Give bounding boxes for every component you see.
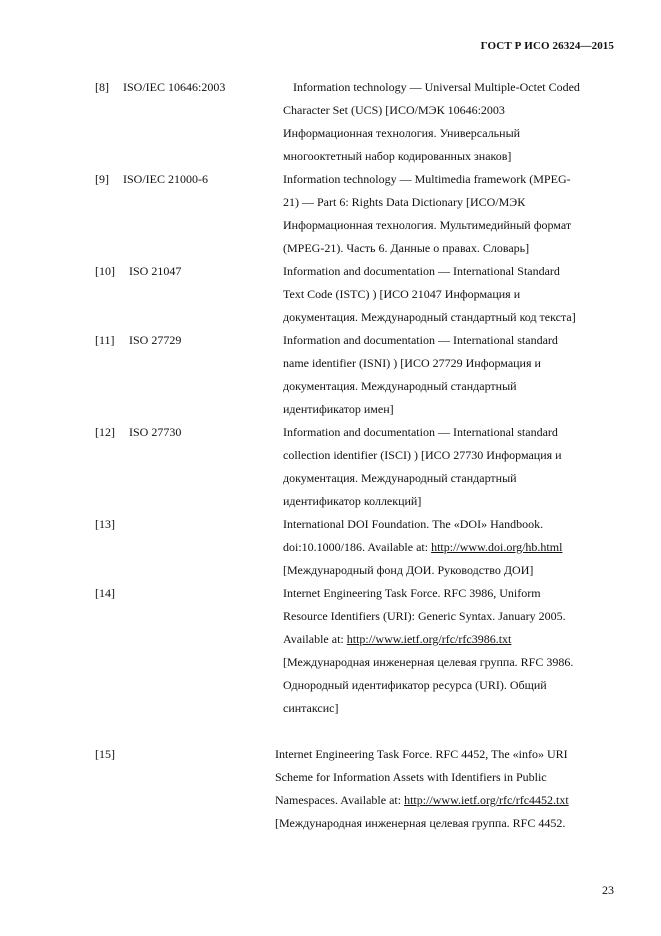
- reference-code: ISO/IEC 21000-6: [123, 172, 208, 186]
- reference-number: [13]: [95, 517, 115, 531]
- reference-code: ISO 21047: [129, 264, 182, 278]
- reference-line: синтаксис]: [283, 701, 339, 715]
- reference-description: [283, 582, 618, 720]
- reference-link[interactable]: http://www.ietf.org/rfc/rfc4452.txt: [404, 793, 569, 807]
- reference-number: [8]: [95, 80, 109, 94]
- reference-line: 21) — Part 6: Rights Data Dictionary [ИСО/МЭК: [283, 195, 526, 209]
- reference-line: идентификатор коллекций]: [283, 494, 422, 508]
- reference-line: [275, 789, 620, 812]
- reference-description: [275, 743, 620, 835]
- reference-link[interactable]: http://www.ietf.org/rfc/rfc3986.txt: [346, 632, 512, 646]
- reference-number: [9]: [95, 172, 109, 186]
- reference-line: документация. Международный стандартный код текста]: [283, 310, 576, 324]
- reference-line: [283, 628, 618, 651]
- reference-line: Internet Engineering Task Force. RFC 3986, Uniform: [283, 586, 541, 600]
- reference-code: ISO 27730: [129, 425, 182, 439]
- reference-description: [283, 168, 618, 260]
- reference-description: [283, 329, 618, 421]
- reference-line: Однородный идентификатор ресурса (URI). Общий: [283, 678, 547, 692]
- reference-line: Internet Engineering Task Force. RFC 4452, The «info» URI: [275, 747, 568, 761]
- reference-description: [283, 421, 618, 513]
- reference-line: документация. Международный стандартный: [283, 471, 517, 485]
- reference-line: идентификатор имен]: [283, 402, 394, 416]
- reference-line: [283, 536, 618, 559]
- reference-link[interactable]: http://www.doi.org/hb.html: [431, 540, 563, 554]
- reference-line-text: Available at:: [283, 632, 347, 646]
- reference-line: документация. Международный стандартный: [283, 379, 517, 393]
- reference-line: Resource Identifiers (URI): Generic Syntax. January 2005.: [283, 609, 566, 623]
- reference-line: [Международная инженерная целевая группа. RFC 4452.: [275, 816, 566, 830]
- reference-line: Information and documentation — International Standard: [283, 264, 560, 278]
- reference-line: name identifier (ISNI) ) [ИСО 27729 Информация и: [283, 356, 541, 370]
- reference-line: Information technology — Universal Multiple-Octet Coded: [293, 80, 580, 94]
- reference-number: [14]: [95, 586, 115, 600]
- reference-line: International DOI Foundation. The «DOI» Handbook.: [283, 517, 544, 531]
- reference-line: Information and documentation — International standard: [283, 425, 558, 439]
- reference-code: ISO/IEC 10646:2003: [123, 80, 226, 94]
- reference-line-text: doi:10.1000/186. Available at:: [283, 540, 432, 554]
- reference-number: [15]: [95, 747, 115, 761]
- reference-line: (MPEG-21). Часть 6. Данные о правах. Словарь]: [283, 241, 530, 255]
- reference-code: ISO 27729: [129, 333, 182, 347]
- reference-line: Information and documentation — International standard: [283, 333, 558, 347]
- reference-line: Информационная технология. Мультимедийный формат: [283, 218, 572, 232]
- reference-line: Scheme for Information Assets with Identifiers in Public: [275, 770, 547, 784]
- reference-description: [283, 76, 618, 168]
- reference-description: [283, 513, 618, 582]
- reference-line: Информационная технология. Универсальный: [283, 126, 521, 140]
- reference-number: [11]: [95, 333, 115, 347]
- reference-line: Text Code (ISTC) ) [ИСО 21047 Информация и: [283, 287, 521, 301]
- document-header: ГОСТ Р ИСО 26324—2015: [480, 40, 614, 52]
- reference-line-text: Namespaces. Available at:: [275, 793, 405, 807]
- reference-line: collection identifier (ISCI) ) [ИСО 27730 Информация и: [283, 448, 562, 462]
- reference-number: [10]: [95, 264, 115, 278]
- reference-line: многооктетный набор кодированных знаков]: [283, 149, 512, 163]
- reference-number: [12]: [95, 425, 115, 439]
- reference-line: Information technology — Multimedia framework (MPEG-: [283, 172, 571, 186]
- reference-description: [283, 260, 618, 329]
- reference-line: [Международная инженерная целевая группа. RFC 3986.: [283, 655, 574, 669]
- page-number: 23: [602, 883, 614, 897]
- reference-line: Character Set (UCS) [ИСО/МЭК 10646:2003: [283, 103, 505, 117]
- reference-line: [Международный фонд ДОИ. Руководство ДОИ]: [283, 563, 534, 577]
